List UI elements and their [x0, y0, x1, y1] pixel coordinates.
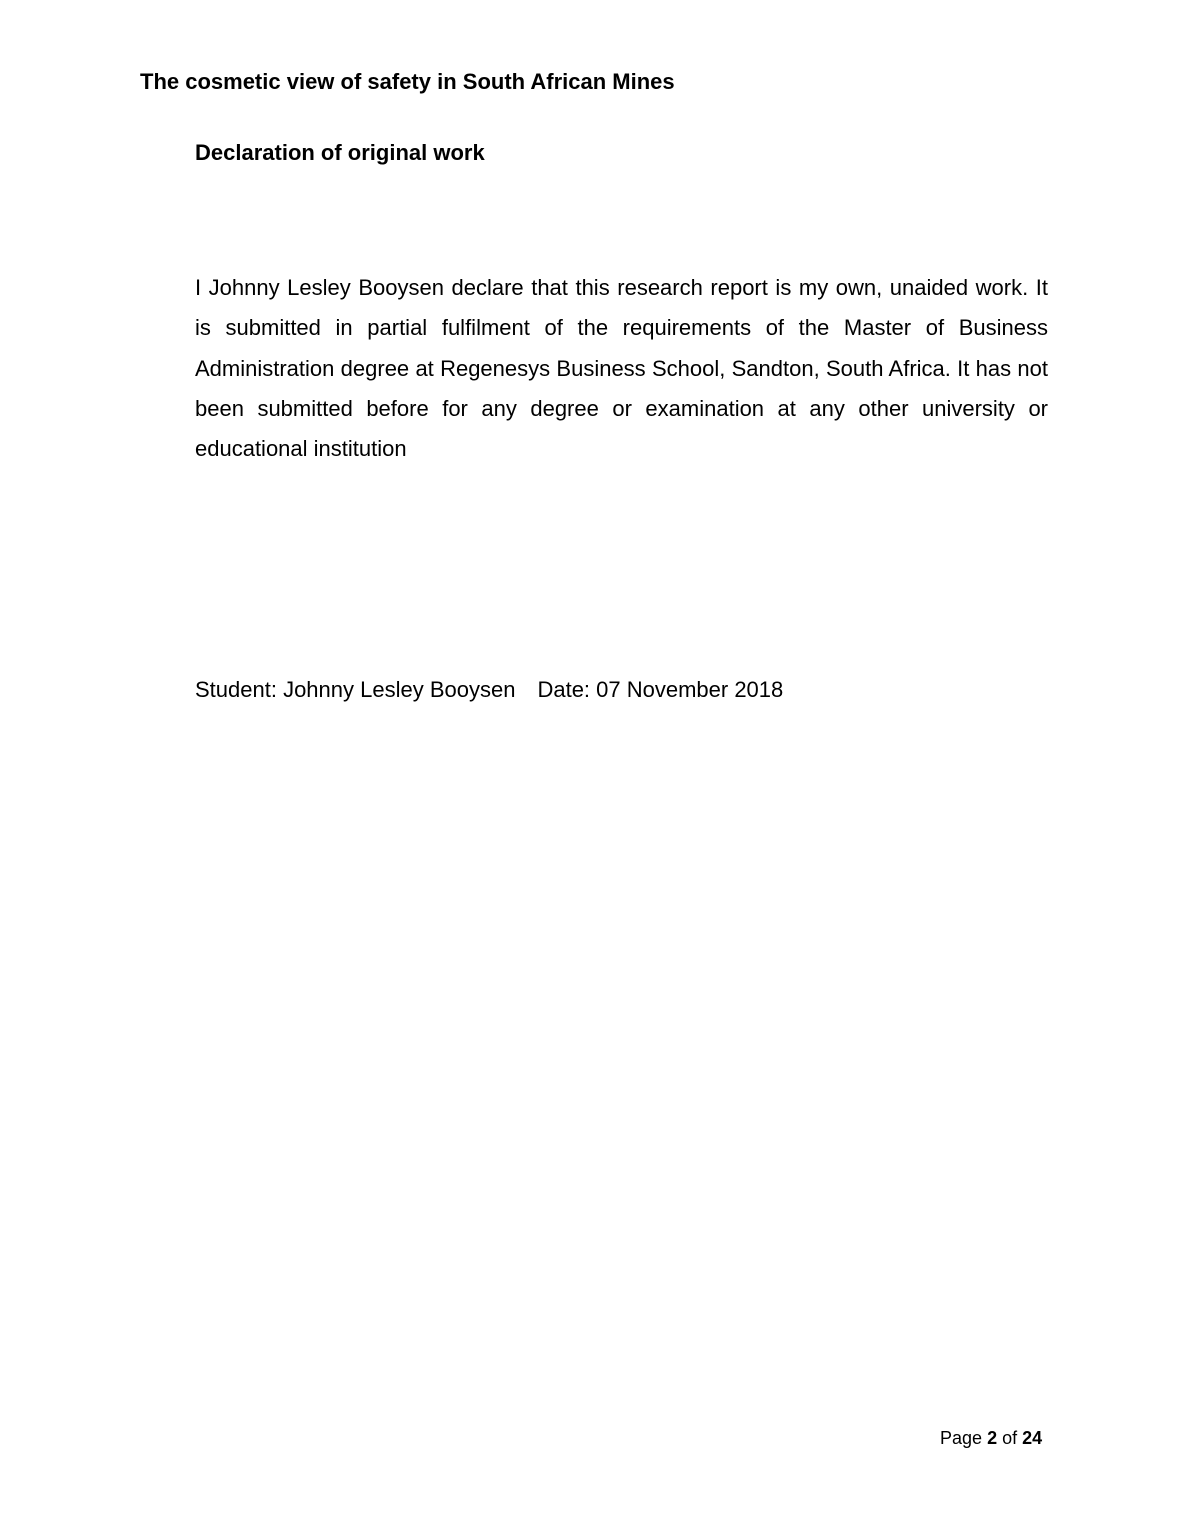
page-label: Page	[940, 1428, 983, 1448]
declaration-paragraph: I Johnny Lesley Booysen declare that this research report is my own, unaided work. It is submitted in partial fulfilment of the requirements of the Master of Business Administration degree at Regenesys Business School, Sandton, South Africa. It has not been submitted before for any degree or examination at any other university or educational institution	[195, 275, 1048, 462]
student-name: Student: Johnny Lesley Booysen	[195, 677, 516, 702]
page-number	[940, 1426, 1042, 1450]
section-heading: Declaration of original work	[195, 140, 485, 165]
current-page: 2	[987, 1428, 998, 1448]
signature-line	[195, 675, 783, 705]
document-title: The cosmetic view of safety in South African Mines	[140, 69, 675, 94]
of-label: of	[1002, 1428, 1018, 1448]
total-pages: 24	[1022, 1428, 1043, 1448]
declaration-date: Date: 07 November 2018	[537, 677, 784, 702]
